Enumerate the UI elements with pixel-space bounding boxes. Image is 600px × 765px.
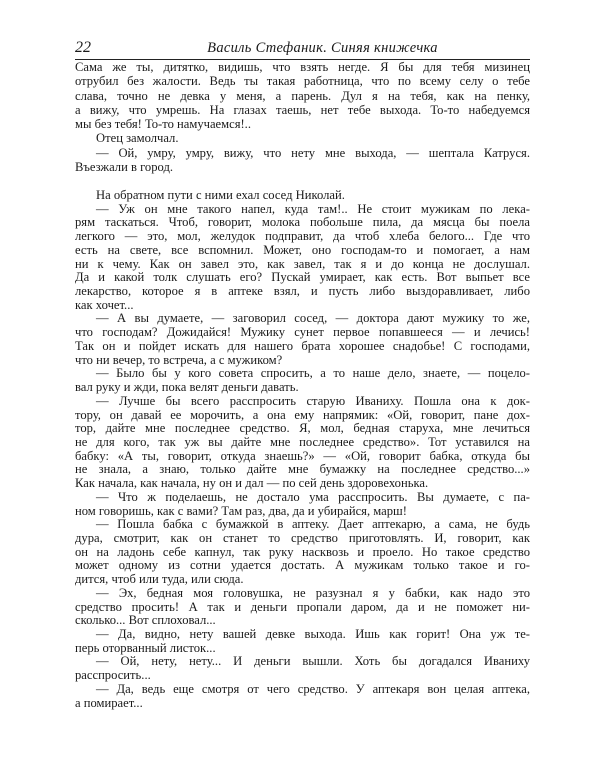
text-line: ном говоришь, как с вами? Там раз, два, да и убирайся, марш!: [75, 503, 407, 518]
text-line: Въезжали в город.: [75, 160, 174, 175]
text-line: рям таскаться. Чтоб, говорит, молока побольше пила, да мясца бы поела: [75, 215, 530, 230]
text-line: вал руку и жди, пока велят деньги давать.: [75, 380, 299, 395]
text-line: легкого — это, мол, желудок подправит, да чтоб хлеба белого... Где что: [75, 229, 530, 244]
text-line: — Было бы у кого совета спросить, а то наше дело, знаете, — поцело-: [96, 366, 530, 381]
text-line: средство просить! А так и деньги пропали даром, да и не поможет ни-: [75, 599, 530, 614]
text-line: дится, чтоб или туда, или сюда.: [75, 572, 244, 587]
text-line: мы без тебя! То-то намучаемся!..: [75, 117, 251, 132]
text-line: Так он и пойдет искать для нашего брата хорошее снадобье! С господами,: [75, 338, 530, 353]
text-line: Отец замолчал.: [96, 131, 179, 146]
text-line: а вижу, что умрешь. На глазах таешь, нет тебе выхода. То-то набедуемся: [75, 102, 530, 117]
text-line: есть на свете, все вспомнил. Может, оно господам-то и помогает, а нам: [75, 242, 530, 257]
text-line: слава, точно не девка у меня, а парень. Дул я на тебя, как на пенку,: [75, 88, 530, 103]
text-line: не знала, а знаю, только дайте мне бумажку на последнее средство...»: [75, 462, 530, 477]
text-line: — Пошла бабка с бумажкой в аптеку. Дает аптекарю, а сама, не будь: [96, 517, 530, 532]
text-line: он на ладонь себе капнул, так руку насквозь и проело. Но такое средство: [75, 544, 530, 559]
text-line: тор, дайте мне последнее средство. Я, мол, бедная старуха, мне лечиться: [75, 421, 530, 436]
text-line: — Эх, бедная моя головушка, не разузнал я у бабки, как надо это: [96, 585, 530, 600]
text-line: — Уж он мне такого напел, куда там!.. Не стоит мужикам по лека-: [96, 201, 530, 216]
text-line: сколько... Вот сплоховал...: [75, 613, 216, 628]
text-line: расспросить...: [75, 668, 151, 683]
running-title: Василь Стефаник. Синяя книжечка: [207, 40, 438, 56]
text-line: может одному из сотни удается достать. А мужикам только такое и го-: [75, 558, 530, 573]
text-line: что ни вечер, то встреча, а с мужиком?: [75, 352, 283, 367]
text-line: перь оторванный листок...: [75, 640, 216, 655]
text-line: тору, он давай ее морочить, а она ему напрямик: «Ой, говорит, пане дох-: [75, 407, 530, 422]
text-line: Да и какой толк слушать его? Пускай умирает, как есть. Вот выпьет все: [75, 270, 530, 285]
text-line: а помирает...: [75, 695, 143, 710]
text-line: что господам? Дожидайся! Мужику сунет первое попавшееся — и лечись!: [75, 325, 530, 340]
text-line: как хочет...: [75, 297, 134, 312]
text-line: бабку: «А ты, говорит, откуда знаешь?» — «Ой, говорит бабка, откуда бы: [75, 448, 530, 463]
text-line: — Да, ведь еще смотря от чего средство. У аптекаря вон целая аптека,: [96, 681, 530, 696]
text-line: — Лучше бы всего расспросить старую Иваниху. Пошла она к док-: [96, 393, 530, 408]
text-block-1: [75, 60, 530, 174]
text-line: — А вы думаете, — заговорил сосед, — доктора дают мужику то же,: [96, 311, 530, 326]
text-line: дура, смотрит, как он станет то средство приготовлять. И, говорит, как: [75, 530, 530, 545]
text-block-2: [75, 189, 530, 710]
text-line: не для кого, так уж вы дайте мне последнее средство». Тот уставился на: [75, 434, 530, 449]
text-line: Как начала, как начала, ну он и дал — по сей день здоровехонька.: [75, 476, 429, 491]
text-line: На обратном пути с ними ехал сосед Николай.: [96, 188, 345, 202]
running-header: [75, 37, 530, 60]
text-line: отрубил без жалости. Ведь ты такая работница, что по всему селу о тебе: [75, 74, 530, 89]
text-line: — Да, видно, нету вашей девке выхода. Ишь как горит! Она уж те-: [96, 627, 530, 641]
text-line: — Ой, нету, нету... И деньги вышли. Хоть бы догадался Иваниху: [96, 654, 530, 669]
text-line: — Что ж поделаешь, не достало ума расспросить. Вы думаете, с па-: [96, 489, 530, 504]
page-number: 22: [75, 39, 91, 56]
text-line: ни к чему. Как он завел это, как завел, так я и до конца не дослушал.: [75, 256, 530, 271]
text-line: Сама же ты, дитятко, видишь, что взять негде. Я бы для тебя мизинец: [75, 60, 530, 74]
text-line: — Ой, умру, умру, вижу, что нету мне выхода, — шептала Катруся.: [96, 145, 530, 160]
text-line: лекарство, которое я в аптеке взял, и пусть либо выздоравливает, либо: [75, 284, 530, 299]
